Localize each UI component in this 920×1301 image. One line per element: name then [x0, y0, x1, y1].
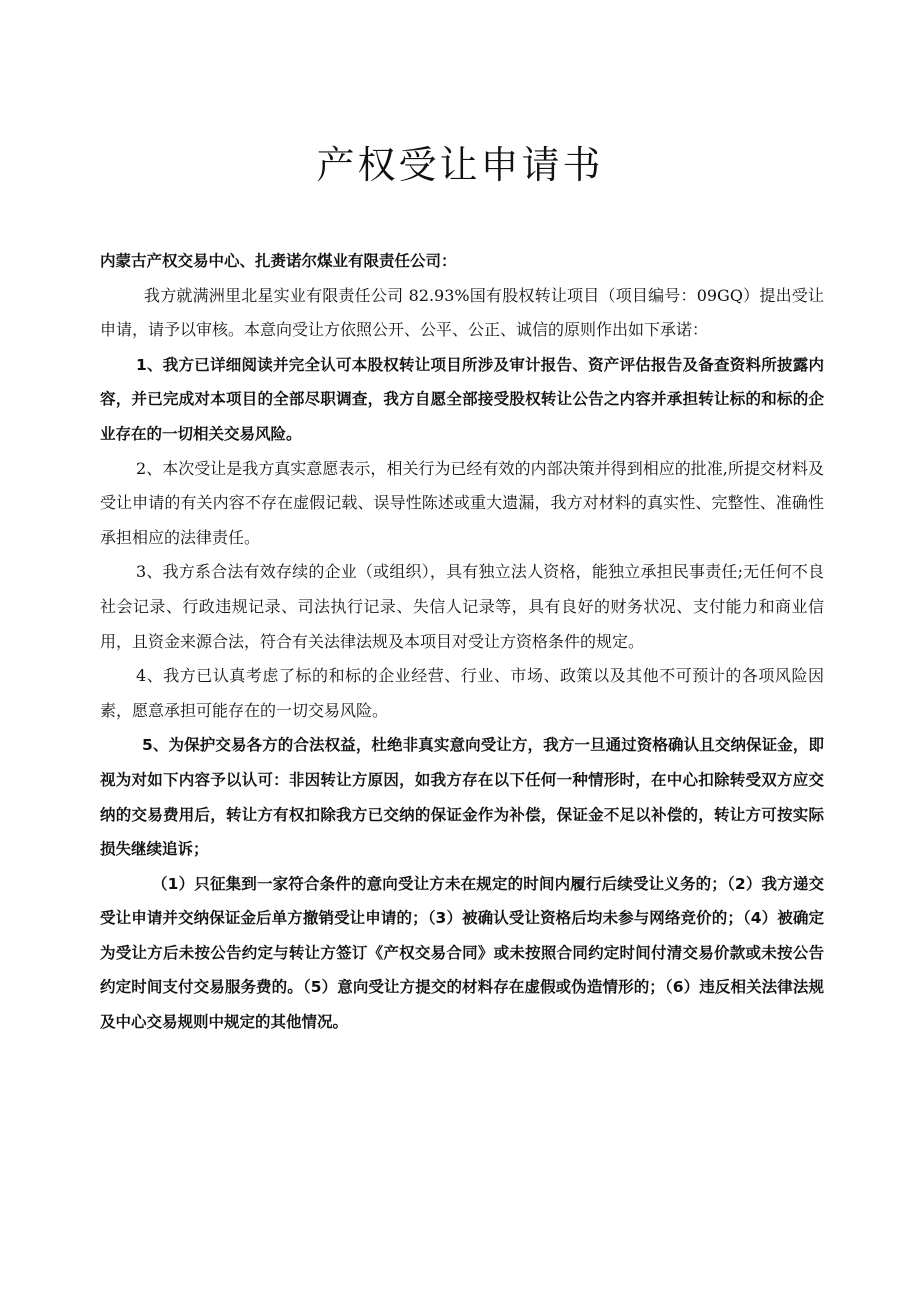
document-body	[100, 244, 824, 1040]
document-title: 产权受让申请书	[316, 143, 604, 187]
intro-paragraph: 我方就满洲里北星实业有限责任公司 82.93%国有股权转让项目（项目编号：09GQ）提出受让申请，请予以审核。本意向受让方依照公开、公平、公正、诚信的原则作出如下承诺：	[100, 285, 824, 340]
commitment-item-5: 5、为保护交易各方的合法权益，杜绝非真实意向受让方，我方一旦通过资格确认且交纳保证金，即视为对如下内容予以认可：非因转让方原因，如我方存在以下任何一种情形时，在中心扣除转受双方应交纳的交易费用后，转让方有权扣除我方已交纳的保证金作为补偿，保证金不足以补偿的，转让方可按实际损失继续追诉；	[100, 736, 824, 859]
commitment-item-2: 2、本次受让是我方真实意愿表示，相关行为已经有效的内部决策并得到相应的批准,所提交材料及受让申请的有关内容不存在虚假记载、误导性陈述或重大遗漏，我方对材料的真实性、完整性、准确性承担相应的法律责任。	[100, 458, 824, 547]
commitment-item-4: 4、我方已认真考虑了标的和标的企业经营、行业、市场、政策以及其他不可预计的各项风险因素，愿意承担可能存在的一切交易风险。	[100, 666, 824, 720]
forfeiture-conditions: （1）只征集到一家符合条件的意向受让方未在规定的时间内履行后续受让义务的；（2）我方递交受让申请并交纳保证金后单方撤销受让申请的；（3）被确认受让资格后均未参与网络竞价的；（4）被确定为受让方后未按公告约定与转让方签订《产权交易合同》或未按照合同约定时间付清交易价款或未按公告约定时间支付交易服务费的。（5）意向受让方提交的材料存在虚假或伪造情形的；（6）违反相关法律法规及中心交易规则中规定的其他情况。	[100, 874, 824, 1032]
commitment-item-3: 3、我方系合法有效存续的企业（或组织），具有独立法人资格，能独立承担民事责任;无任何不良社会记录、行政违规记录、司法执行记录、失信人记录等，具有良好的财务状况、支付能力和商业信用，且资金来源合法，符合有关法律法规及本项目对受让方资格条件的规定。	[100, 562, 824, 651]
commitment-item-1: 1、我方已详细阅读并完全认可本股权转让项目所涉及审计报告、资产评估报告及备查资料所披露内容，并已完成对本项目的全部尽职调查，我方自愿全部接受股权转让公告之内容并承担转让标的和标的企业存在的一切相关交易风险。	[100, 355, 824, 443]
salutation: 内蒙古产权交易中心、扎赉诺尔煤业有限责任公司：	[100, 252, 457, 270]
